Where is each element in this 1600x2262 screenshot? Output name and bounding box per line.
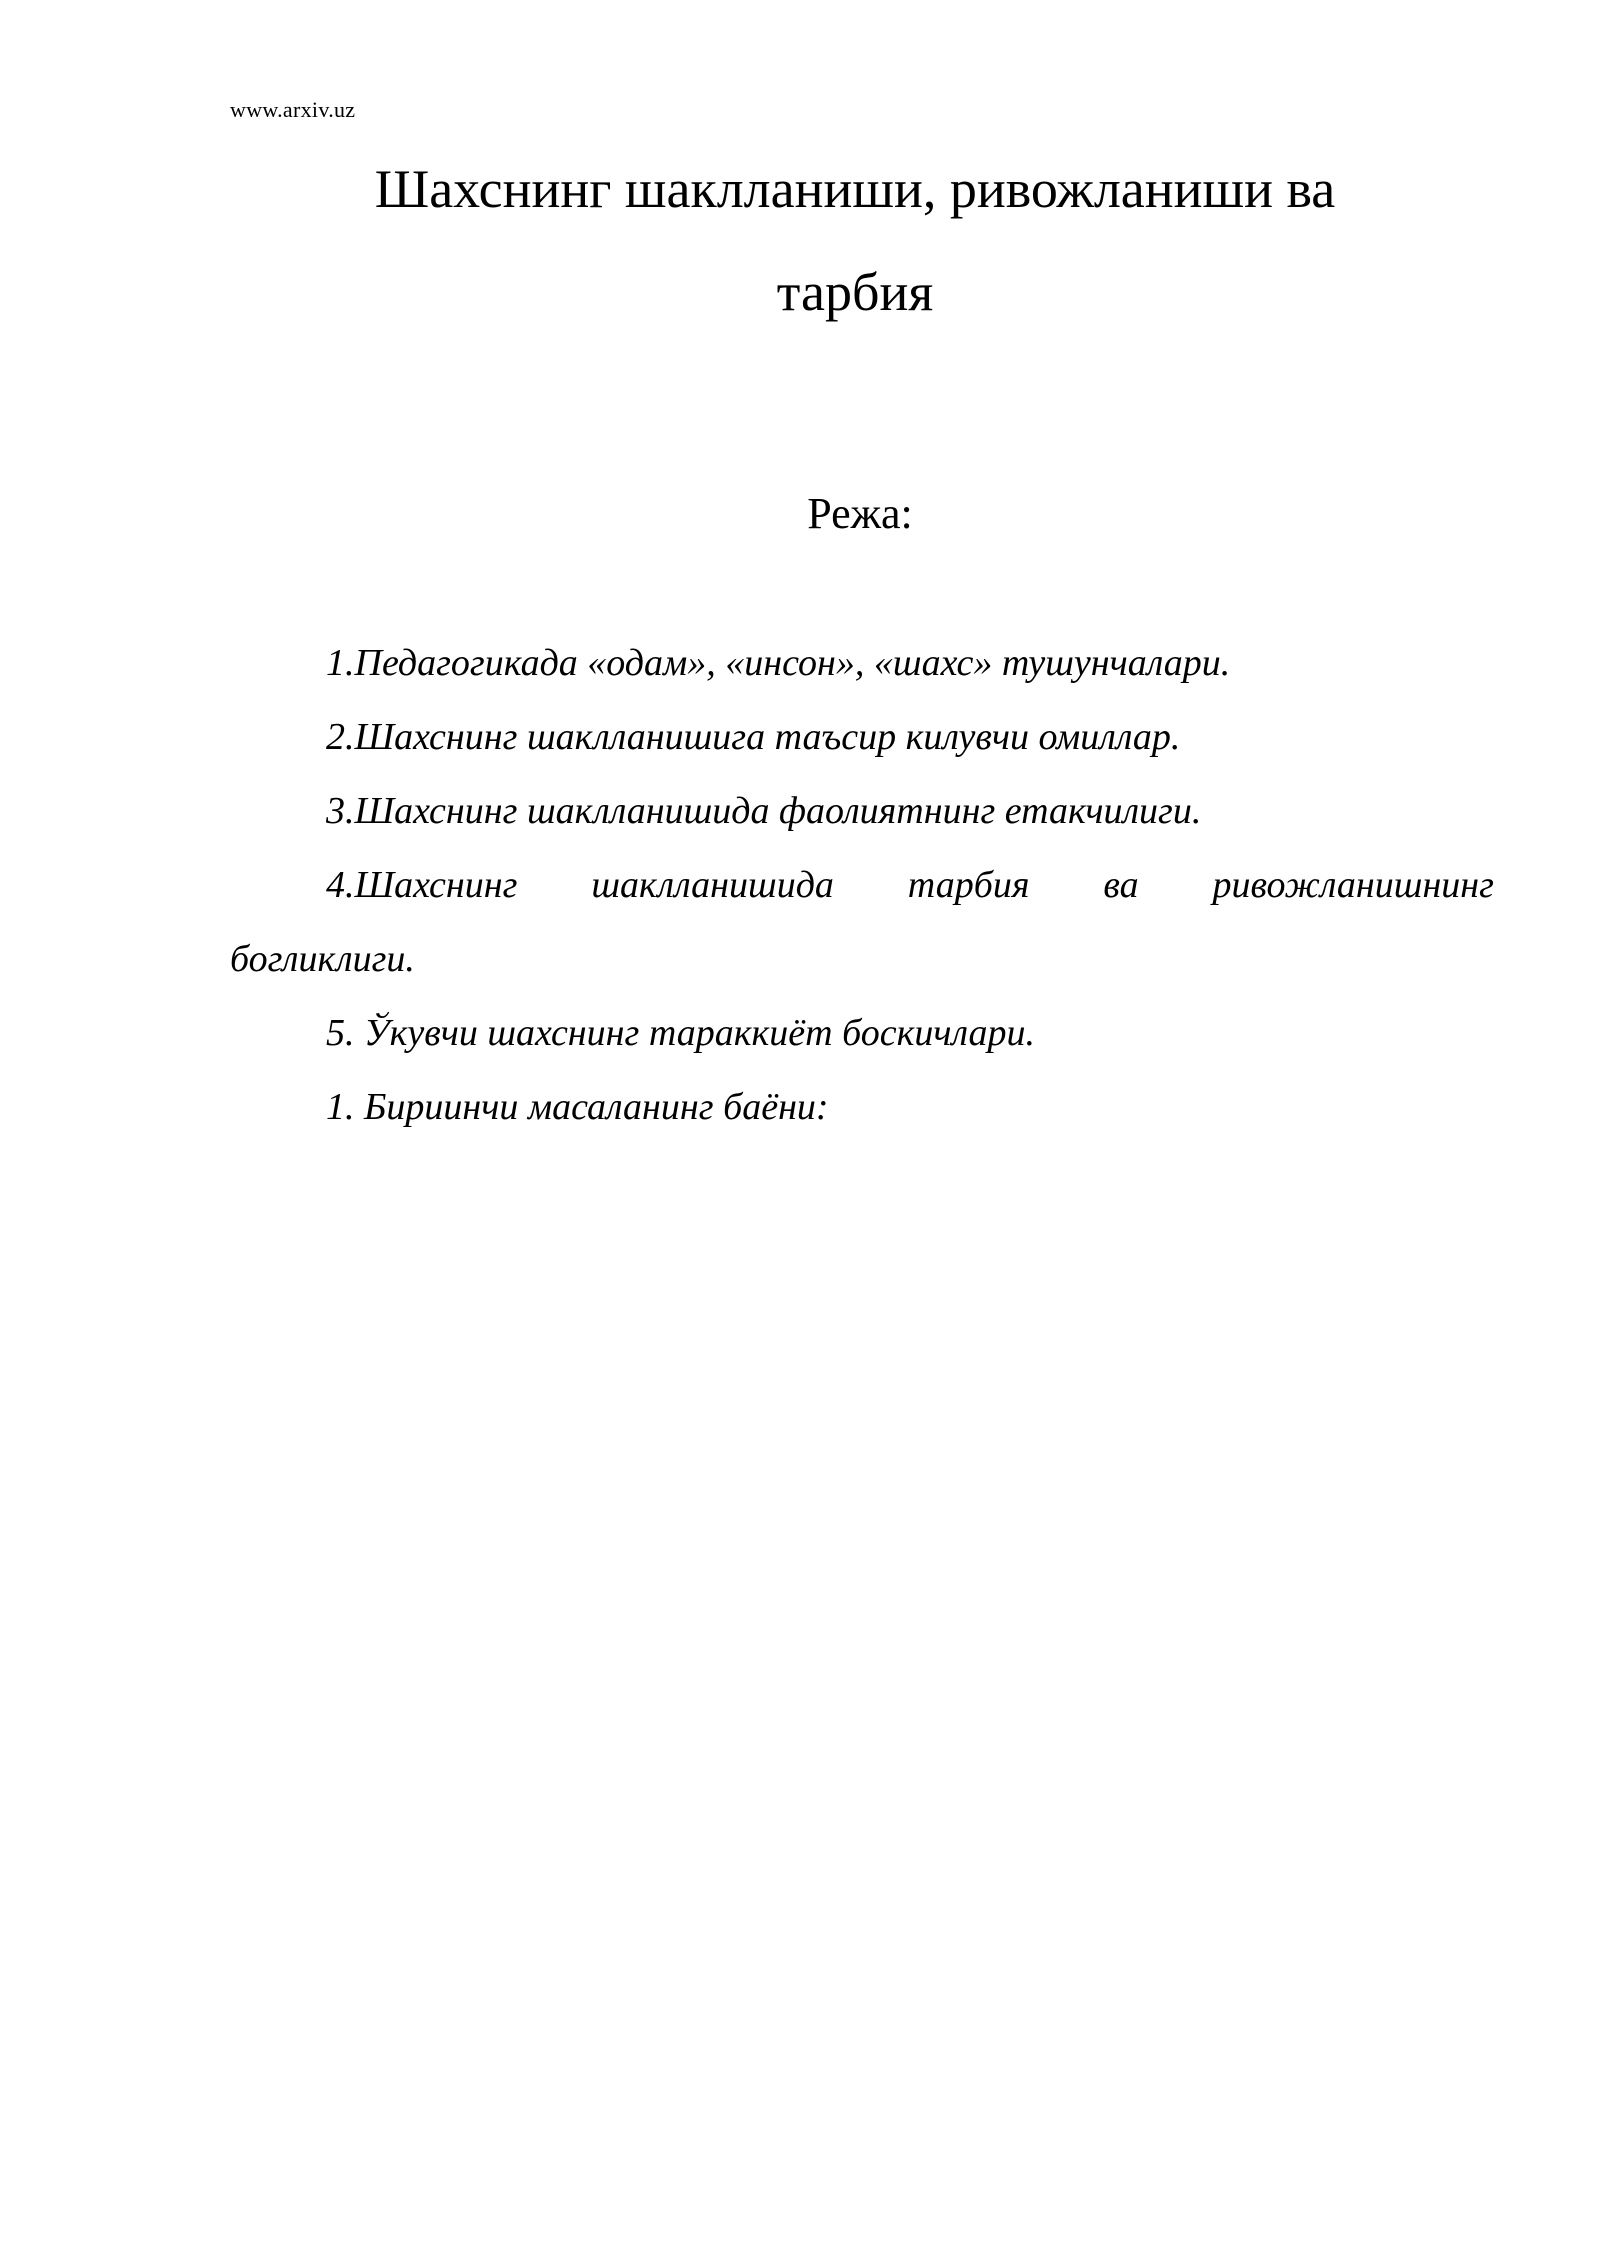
plan-item-4-word: ва: [1103, 864, 1139, 906]
plan-heading: Режа:: [807, 489, 913, 538]
plan-item-4-continuation: богликлиги.: [230, 938, 415, 980]
document-title-line-1: Шахснинг шаклланиши, ривожланиши ва: [374, 159, 1336, 219]
plan-item-1: 1.Педагогикада «одам», «инсон», «шахс» тушунчалари.: [326, 642, 1231, 684]
plan-item-3: 3.Шахснинг шаклланишида фаолиятнинг етакчилиги.: [326, 790, 1202, 832]
plan-item-5: 5. Ўкувчи шахснинг тараккиёт боскичлари.: [326, 1012, 1036, 1054]
document-title-line-2: тарбия: [776, 262, 934, 322]
plan-item-2: 2.Шахснинг шаклланишига таъсир килувчи омиллар.: [326, 716, 1181, 758]
section-1-heading: 1. Бириинчи масаланинг баёни:: [326, 1086, 829, 1128]
plan-item-4-word: тарбия: [907, 864, 1030, 906]
header-url: www.arxiv.uz: [230, 97, 356, 122]
plan-item-4-word: ривожланишнинг: [1212, 864, 1494, 906]
plan-item-4-word: 4.Шахснинг: [326, 864, 518, 906]
plan-item-4-first-line: [326, 862, 1494, 908]
plan-item-4-word: шаклланишида: [591, 864, 834, 906]
